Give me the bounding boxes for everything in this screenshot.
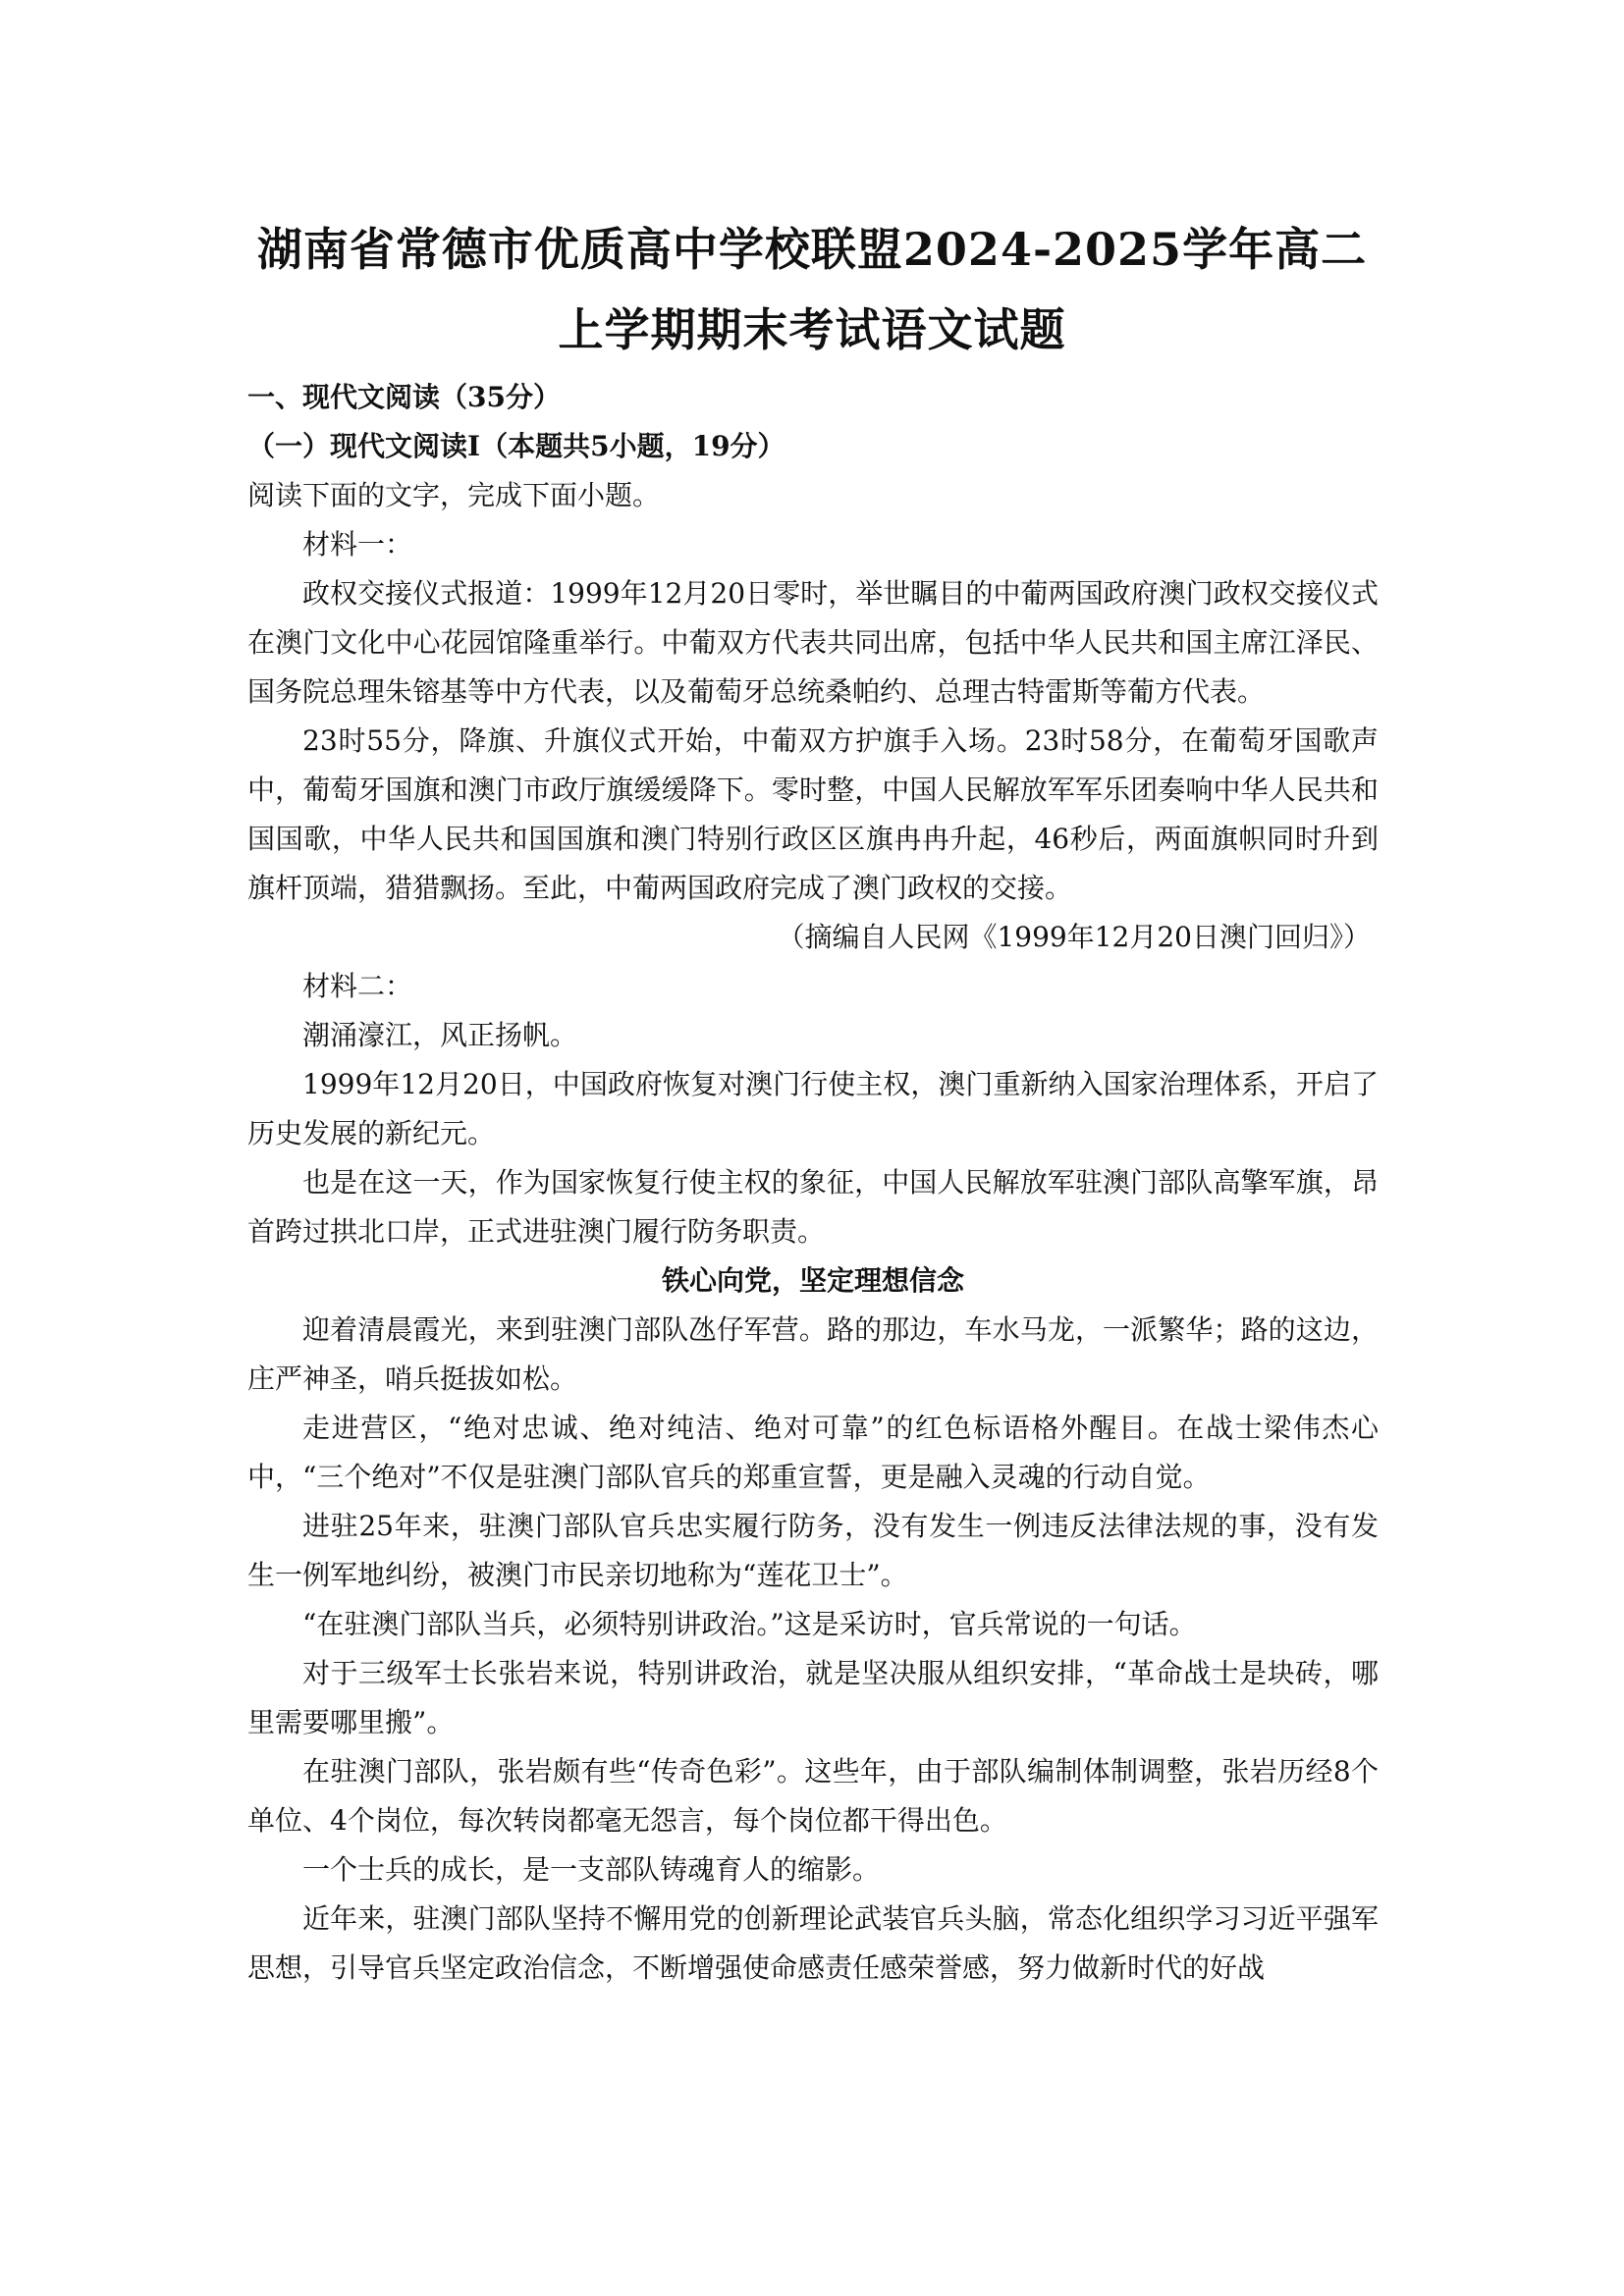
paragraph: 进驻25年来，驻澳门部队官兵忠实履行防务，没有发生一例违反法律法规的事，没有发生一例军地纠纷，被澳门市民亲切地称为“莲花卫士”。	[247, 1510, 1379, 1591]
paragraph: “在驻澳门部队当兵，必须特别讲政治。”这是采访时，官兵常说的一句话。	[302, 1608, 1197, 1640]
paragraph: 近年来，驻澳门部队坚持不懈用党的创新理论武装官兵头脑，常态化组织学习习近平强军思想，引导官兵坚定政治信念，不断增强使命感责任感荣誉感，努力做新时代的好战	[247, 1902, 1379, 1984]
exam-title-line-2: 上学期期末考试语文试题	[558, 303, 1066, 356]
material-1-source: （摘编自人民网《1999年12月20日澳门回归》）	[777, 921, 1371, 953]
paragraph: 政权交接仪式报道：1999年12月20日零时，举世瞩目的中葡两国政府澳门政权交接仪式在澳门文化中心花园馆隆重举行。中葡双方代表共同出席，包括中华人民共和国主席江泽民、国务院总理朱镕基等中方代表，以及葡萄牙总统桑帕约、总理古特雷斯等葡方代表。	[247, 577, 1379, 708]
paragraph: 在驻澳门部队，张岩颇有些“传奇色彩”。这些年，由于部队编制体制调整，张岩历经8个单位、4个岗位，每次转岗都毫无怨言，每个岗位都干得出色。	[247, 1755, 1379, 1837]
material-1-label: 材料一：	[302, 528, 413, 561]
paragraph: 也是在这一天，作为国家恢复行使主权的象征，中国人民解放军驻澳门部队高擎军旗，昂首跨过拱北口岸，正式进驻澳门履行防务职责。	[247, 1166, 1379, 1248]
exam-title-line-1: 湖南省常德市优质高中学校联盟2024-2025学年高二	[256, 223, 1368, 276]
material-2-label: 材料二：	[302, 970, 413, 1002]
paragraph: 23时55分，降旗、升旗仪式开始，中葡双方护旗手入场。23时58分，在葡萄牙国歌声中，葡萄牙国旗和澳门市政厅旗缓缓降下。零时整，中国人民解放军军乐团奏响中华人民共和国国歌，中华人民共和国国旗和澳门特别行政区区旗冉冉升起，46秒后，两面旗帜同时升到旗杆顶端，猎猎飘扬。至此，中葡两国政府完成了澳门政权的交接。	[247, 724, 1379, 904]
paragraph: 走进营区，“绝对忠诚、绝对纯洁、绝对可靠”的红色标语格外醒目。在战士梁伟杰心中，“三个绝对”不仅是驻澳门部队官兵的郑重宣誓，更是融入灵魂的行动自觉。	[247, 1412, 1379, 1493]
paragraph: 对于三级军士长张岩来说，特别讲政治，就是坚决服从组织安排，“革命战士是块砖，哪里需要哪里搬”。	[247, 1657, 1379, 1738]
subsection-heading: （一）现代文阅读Ⅰ（本题共5小题，19分）	[247, 430, 785, 462]
paragraph: 潮涌濠江，风正扬帆。	[302, 1019, 578, 1051]
exam-body	[247, 373, 1379, 1993]
material-2-subheading: 铁心向党，坚定理想信念	[661, 1264, 964, 1297]
paragraph: 1999年12月20日，中国政府恢复对澳门行使主权，澳门重新纳入国家治理体系，开启了历史发展的新纪元。	[247, 1068, 1379, 1149]
section-heading: 一、现代文阅读（35分）	[247, 381, 561, 413]
reading-instruction: 阅读下面的文字，完成下面小题。	[247, 479, 661, 511]
paragraph: 迎着清晨霞光，来到驻澳门部队氹仔军营。路的那边，车水马龙，一派繁华；路的这边，庄严神圣，哨兵挺拔如松。	[247, 1313, 1379, 1395]
paragraph: 一个士兵的成长，是一支部队铸魂育人的缩影。	[302, 1853, 881, 1886]
